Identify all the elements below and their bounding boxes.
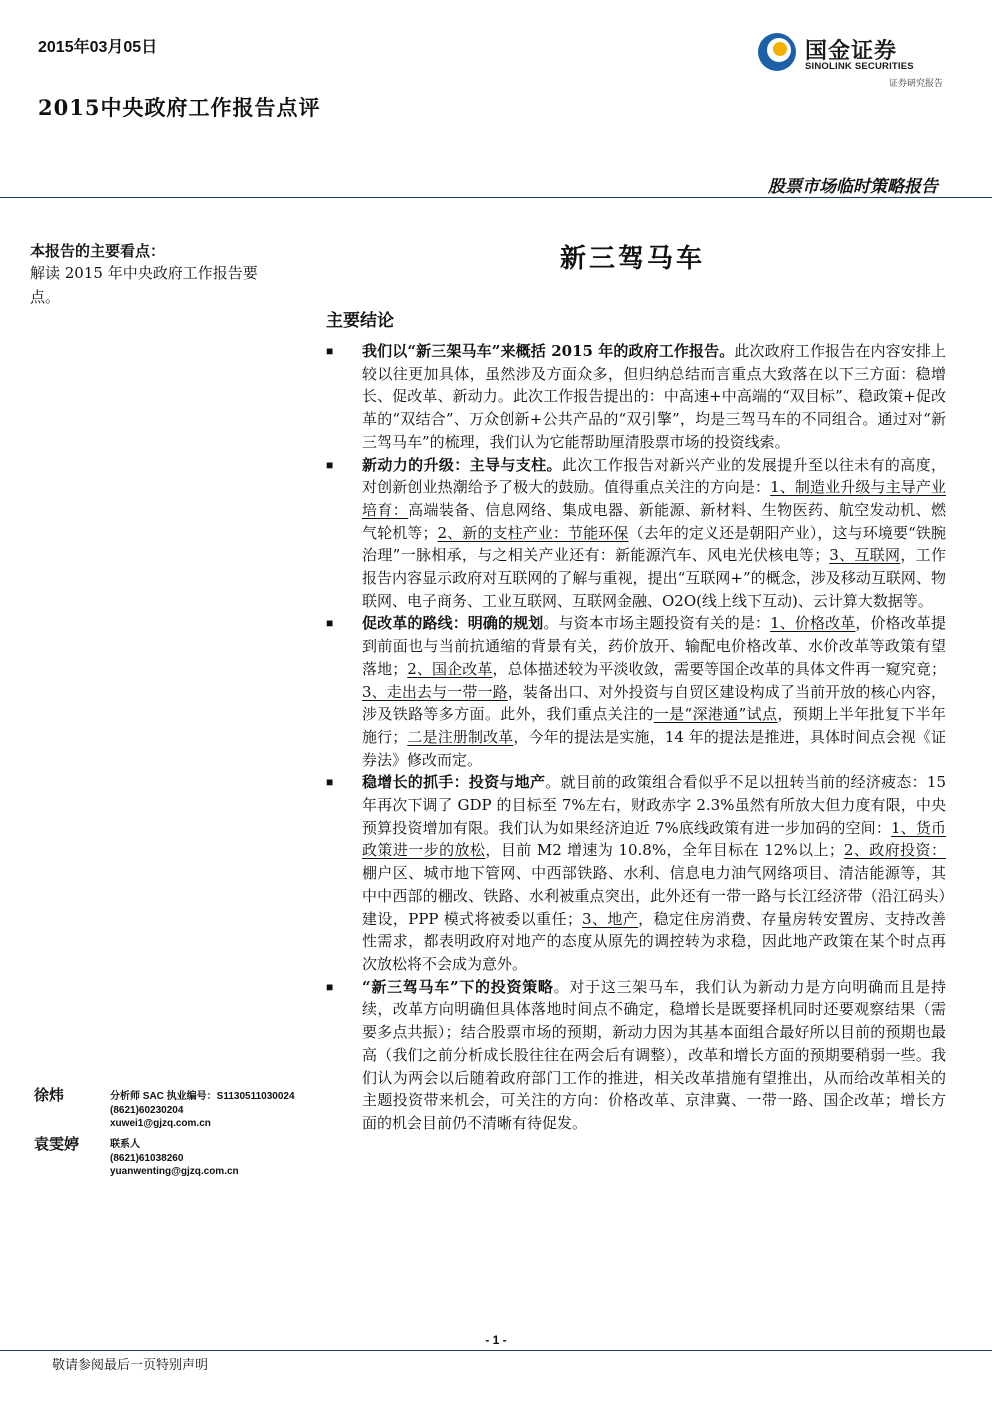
conclusion-segment: 此次工作报告对新兴产业的发展提升至以往未有的高度，对创新创业热潮给予了极大的鼓励。值得重点关注的方向是： — [362, 455, 946, 497]
analyst-sac-number: 分析师 SAC 执业编号：S1130511030024 — [110, 1091, 295, 1102]
conclusion-heading: 主要结论 — [326, 311, 394, 331]
conclusion-segment: ，目前 M2 增速为 10.8%，全年目标在 12%以上； — [485, 841, 844, 860]
header-divider — [0, 197, 992, 198]
main-title: 新三驾马车 — [560, 244, 706, 274]
contact-email[interactable]: yuanwenting@gjzq.com.cn — [110, 1166, 239, 1177]
bullet-square-icon: ■ — [326, 616, 334, 631]
contact-name: 袁雯婷 — [34, 1135, 80, 1153]
conclusion-segment: 高端装备、信息网络、集成电器、新能源、新材料、生物医药、航空发动机、燃气轮机等； — [362, 500, 946, 542]
conclusion-list — [326, 340, 946, 1135]
conclusion-text — [362, 771, 946, 975]
conclusion-segment: ，稳定住房消费、存量房转安置房、支持改善性需求，都表明政府对地产的态度从原先的调控转为求稳，因此地产政策在某个时点再次放松将不会成为意外。 — [362, 909, 946, 973]
contact-info — [110, 1138, 239, 1179]
highlight-phrase: 1、货币政策进一步的放松 — [362, 818, 946, 860]
conclusion-item — [326, 976, 946, 1135]
footer-divider — [0, 1350, 992, 1351]
conclusion-item — [326, 771, 946, 975]
contact-phone: (8621)61038260 — [110, 1152, 184, 1164]
conclusion-lead: 新动力的升级：主导与支柱。 — [362, 455, 562, 474]
conclusion-segment: ，价格改革提到前面也与当前抗通缩的背景有关，药价放开、输配电价格改革、水价改革等政策有望落地； — [362, 614, 946, 678]
analyst-name: 徐炜 — [34, 1086, 65, 1104]
highlight-phrase: 1、价格改革 — [770, 614, 856, 633]
highlight-phrase: 2、新的支柱产业：节能环保 — [437, 523, 629, 542]
conclusion-lead: 我们以“新三架马车”来概括 2015 年的政府工作报告。 — [362, 342, 735, 360]
highlight-phrase: 二是注册制改革 — [407, 727, 514, 746]
conclusion-segment: ，预期上半年批复下半年施行； — [362, 705, 946, 746]
conclusion-segment: （去年的定义还是朝阳产业），这与环境要“铁腕治理”一脉相承，与之相关产业还有：新能源汽车、风电光伏核电等； — [362, 523, 946, 565]
analyst-contact — [110, 1090, 295, 1131]
contact-role: 联系人 — [110, 1139, 140, 1150]
summary-text: 解读 2015 年中央政府工作报告要点。 — [30, 264, 258, 306]
bullet-square-icon: ■ — [326, 344, 334, 358]
highlight-phrase: 3、走出去与一带一路 — [362, 682, 508, 701]
report-date: 2015年03月05日 — [38, 39, 158, 56]
footer-disclaimer: 敬请参阅最后一页特别声明 — [52, 1358, 209, 1373]
conclusion-segment: ，装备出口、对外投资与自贸区建设构成了当前开放的核心内容，涉及铁路等多方面。此外，我们重点关注的 — [362, 682, 946, 724]
conclusion-text — [362, 976, 946, 1135]
conclusion-lead: 促改革的路线：明确的规划 — [362, 614, 544, 633]
highlight-phrase: 2、政府投资： — [843, 841, 946, 860]
logo-subtitle: 证券研究报告 — [888, 79, 943, 89]
report-title: 2015中央政府工作报告点评 — [38, 95, 321, 120]
logo-circle-icon — [757, 32, 797, 72]
summary-heading: 本报告的主要看点： — [30, 242, 166, 260]
highlight-phrase: 1、制造业升级与主导产业培育： — [362, 478, 946, 519]
logo-english-name: SINOLINK SECURITIES — [805, 61, 914, 72]
bullet-square-icon: ■ — [326, 979, 334, 994]
bullet-square-icon: ■ — [326, 775, 334, 790]
highlight-phrase: 一是“深港通”试点 — [653, 705, 778, 724]
conclusion-segment: ，总体描述较为平淡收敛，需要等国企改革的具体文件再一窥究竟； — [492, 659, 946, 678]
logo-chinese-name: 国金证券 — [805, 38, 898, 63]
conclusion-segment: 。对于这三架马车，我们认为新动力是方向明确而且是持续，改革方向明确但具体落地时间点不确定，稳增长是既要择机同时还要观察结果（需要多点共振）；结合股票市场的预期，新动力因为其基本面组合最好所以目前的预期也最高（我们之前分析成长股往往在两会后有调整），改革和增长方面的预期要稍弱一些。我们认为两会以后随着政府部门工作的推进，相关改革措施有望推出，从而给改革相关的主题投资带来机会，可关注的方向：价格改革、京津冀、一带一路、国企改革；增长方面的机会目前仍不清晰有待促发。 — [362, 977, 946, 1132]
conclusion-segment: 。就目前的政策组合看似乎不足以扭转当前的经济疲态：15 年再次下调了 GDP 的目标至 7%左右，财政赤字 2.3%虽然有所放大但力度有限，中央预算投资增加有限。我们认为如果经济迫近 7%底线政策有进一步加码的空间： — [362, 773, 946, 837]
conclusion-lead: 稳增长的抓手：投资与地产 — [362, 773, 546, 792]
page-number: - 1 - — [485, 1333, 507, 1347]
highlight-phrase: 3、地产 — [581, 909, 639, 928]
analyst-email[interactable]: xuwei1@gjzq.com.cn — [110, 1118, 211, 1129]
conclusion-segment: 此次政府工作报告在内容安排上较以往更加具体，虽然涉及方面众多，但归纳总结而言重点大致落在以下三方面：稳增长、促改革、新动力。此次工作报告提出的：中高速+中高端的“双目标”、稳政策+促改革的“双结合”、万众创新+公共产品的“双引擎”，均是三驾马车的不同组合。通过对“新三驾马车”的梳理，我们认为它能帮助厘清股票市场的投资线索。 — [362, 342, 946, 451]
conclusion-lead: “新三驾马车”下的投资策略 — [362, 977, 554, 996]
bullet-square-icon: ■ — [326, 457, 334, 472]
conclusion-item — [326, 340, 946, 454]
conclusion-text — [362, 340, 946, 454]
conclusion-segment: ，今年的提法是实施，14 年的提法是推进，具体时间点会视《证券法》修改而定。 — [362, 727, 946, 769]
highlight-phrase: 2、国企改革 — [407, 659, 493, 678]
conclusion-segment: 。与资本市场主题投资有关的是： — [543, 614, 771, 633]
highlight-phrase: 3、互联网 — [829, 546, 901, 565]
conclusion-item — [326, 454, 946, 613]
conclusion-text — [362, 612, 946, 771]
company-logo — [757, 30, 947, 90]
conclusion-segment: 棚户区、城市地下管网、中西部铁路、水利、信息电力油气网络项目、清洁能源等，其中中西部的棚改、铁路、水利被重点突出，此外还有一带一路与长江经济带（沿江码头）建设，PPP 模式将被委以重任； — [362, 864, 946, 928]
conclusion-item — [326, 612, 946, 771]
conclusion-text — [362, 454, 946, 613]
analyst-phone: (8621)60230204 — [110, 1104, 184, 1116]
report-type: 股票市场临时策略报告 — [768, 177, 938, 197]
conclusion-segment: ，工作报告内容显示政府对互联网的了解与重视，提出“互联网+”的概念，涉及移动互联网、物联网、电子商务、工业互联网、互联网金融、O2O(线上线下互动)、云计算大数据等。 — [362, 546, 946, 610]
